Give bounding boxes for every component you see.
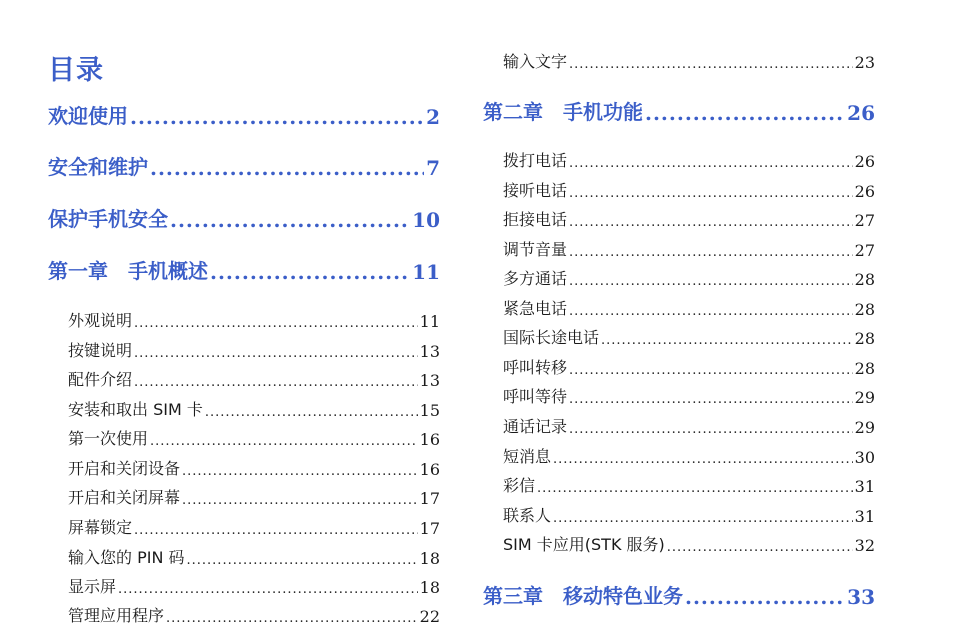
- entry-page: 28: [854, 329, 875, 348]
- entry-page: 17: [419, 489, 440, 508]
- toc-section-entry[interactable]: [503, 49, 875, 72]
- entry-label: 彩信: [503, 476, 536, 495]
- entry-page: 23: [854, 53, 875, 72]
- entry-label: 屏幕锁定: [68, 518, 133, 537]
- entry-label: 按键说明: [68, 341, 133, 360]
- dot-leader: [150, 434, 418, 449]
- entry-label: 第二章 手机功能: [483, 100, 643, 124]
- toc-title: 目录: [48, 55, 104, 86]
- entry-page: 18: [419, 549, 440, 568]
- entry-page: 10: [412, 208, 440, 232]
- toc-section-entry[interactable]: [68, 545, 440, 568]
- toc-section-entry[interactable]: [68, 574, 440, 597]
- entry-page: 18: [419, 578, 440, 597]
- entry-page: 26: [854, 182, 875, 201]
- entry-page: 28: [854, 300, 875, 319]
- dot-leader: [134, 316, 418, 331]
- entry-label: 接听电话: [503, 181, 568, 200]
- toc-section-entry[interactable]: [503, 503, 875, 526]
- dot-leader: [134, 523, 418, 538]
- entry-page: 28: [854, 270, 875, 289]
- entry-page: 16: [419, 460, 440, 479]
- entry-page: 22: [419, 607, 440, 626]
- dot-leader: [667, 540, 853, 555]
- dot-leader: [170, 208, 410, 232]
- entry-label: 拨打电话: [503, 151, 568, 170]
- dot-leader: [685, 585, 845, 609]
- dot-leader: [134, 375, 418, 390]
- dot-leader: [569, 392, 853, 407]
- entry-label: 管理应用程序: [68, 606, 165, 625]
- dot-leader: [553, 452, 853, 467]
- entry-label: 保护手机安全: [48, 207, 168, 231]
- toc-section-entry[interactable]: [503, 532, 875, 555]
- toc-section-entry[interactable]: [503, 473, 875, 496]
- dot-leader: [569, 215, 853, 230]
- toc-section-entry[interactable]: [68, 426, 440, 449]
- entry-label: 呼叫等待: [503, 387, 568, 406]
- entry-page: 13: [419, 371, 440, 390]
- toc-chapter-entry[interactable]: [48, 203, 440, 232]
- entry-label: 外观说明: [68, 311, 133, 330]
- entry-page: 28: [854, 359, 875, 378]
- entry-label: 国际长途电话: [503, 328, 600, 347]
- entry-page: 26: [854, 152, 875, 171]
- entry-page: 26: [847, 101, 875, 125]
- dot-leader: [569, 156, 853, 171]
- toc-chapter-entry[interactable]: [48, 255, 440, 284]
- dot-leader: [569, 304, 853, 319]
- entry-page: 17: [419, 519, 440, 538]
- toc-section-entry[interactable]: [503, 444, 875, 467]
- entry-page: 11: [412, 260, 440, 284]
- entry-label: 联系人: [503, 506, 552, 525]
- entry-label: 开启和关闭设备: [68, 459, 181, 478]
- entry-page: 27: [854, 241, 875, 260]
- entry-page: 2: [426, 105, 440, 129]
- toc-section-entry[interactable]: [503, 355, 875, 378]
- dot-leader: [187, 553, 418, 568]
- toc-chapter-entry[interactable]: [483, 580, 875, 609]
- dot-leader: [601, 333, 853, 348]
- entry-page: 27: [854, 211, 875, 230]
- entry-label: 输入文字: [503, 52, 568, 71]
- dot-leader: [569, 363, 853, 378]
- entry-page: 32: [854, 536, 875, 555]
- toc-section-entry[interactable]: [503, 178, 875, 201]
- toc-section-entry[interactable]: [68, 456, 440, 479]
- entry-label: 安全和维护: [48, 155, 148, 179]
- dot-leader: [569, 245, 853, 260]
- toc-section-entry[interactable]: [68, 308, 440, 331]
- toc-section-entry[interactable]: [68, 338, 440, 361]
- dot-leader: [645, 101, 845, 125]
- entry-page: 31: [854, 477, 875, 496]
- toc-chapter-entry[interactable]: [48, 151, 440, 180]
- entry-page: 29: [854, 388, 875, 407]
- dot-leader: [553, 511, 853, 526]
- entry-label: 第一章 手机概述: [48, 259, 208, 283]
- entry-page: 13: [419, 342, 440, 361]
- toc-section-entry[interactable]: [503, 237, 875, 260]
- toc-section-entry[interactable]: [503, 266, 875, 289]
- toc-section-entry[interactable]: [503, 148, 875, 171]
- entry-label: 显示屏: [68, 577, 117, 596]
- dot-leader: [182, 493, 418, 508]
- dot-leader: [569, 274, 853, 289]
- entry-label: 第三章 移动特色业务: [483, 584, 683, 608]
- toc-section-entry[interactable]: [68, 397, 440, 420]
- toc-chapter-entry[interactable]: [48, 100, 440, 129]
- entry-page: 31: [854, 507, 875, 526]
- entry-label: 呼叫转移: [503, 358, 568, 377]
- entry-page: 16: [419, 430, 440, 449]
- dot-leader: [134, 346, 418, 361]
- entry-page: 15: [419, 401, 440, 420]
- toc-section-entry[interactable]: [503, 296, 875, 319]
- dot-leader: [569, 57, 853, 72]
- toc-section-entry[interactable]: [503, 384, 875, 407]
- toc-section-entry[interactable]: [503, 207, 875, 230]
- entry-label: 通话记录: [503, 417, 568, 436]
- entry-label: 紧急电话: [503, 299, 568, 318]
- entry-label: 多方通话: [503, 269, 568, 288]
- entry-label: 输入您的 PIN 码: [68, 548, 185, 567]
- dot-leader: [205, 405, 418, 420]
- entry-label: 第一次使用: [68, 429, 149, 448]
- entry-page: 30: [854, 448, 875, 467]
- dot-leader: [130, 105, 424, 129]
- entry-label: 安装和取出 SIM 卡: [68, 400, 203, 419]
- entry-page: 11: [419, 312, 440, 331]
- toc-section-entry[interactable]: [503, 414, 875, 437]
- dot-leader: [537, 481, 853, 496]
- toc-section-entry[interactable]: [503, 325, 875, 348]
- dot-leader: [210, 260, 410, 284]
- toc-section-entry[interactable]: [68, 515, 440, 538]
- entry-page: 29: [854, 418, 875, 437]
- toc-section-entry[interactable]: [68, 367, 440, 390]
- dot-leader: [166, 611, 418, 626]
- dot-leader: [118, 582, 418, 597]
- entry-page: 7: [426, 156, 440, 180]
- entry-label: 拒接电话: [503, 210, 568, 229]
- dot-leader: [150, 156, 424, 180]
- entry-label: 开启和关闭屏幕: [68, 488, 181, 507]
- entry-page: 33: [847, 585, 875, 609]
- entry-label: 欢迎使用: [48, 104, 128, 128]
- dot-leader: [182, 464, 418, 479]
- toc-chapter-entry[interactable]: [483, 96, 875, 125]
- toc-section-entry[interactable]: [68, 485, 440, 508]
- entry-label: 短消息: [503, 447, 552, 466]
- entry-label: 配件介绍: [68, 370, 133, 389]
- dot-leader: [569, 422, 853, 437]
- dot-leader: [569, 186, 853, 201]
- entry-label: SIM 卡应用(STK 服务): [503, 535, 665, 554]
- toc-section-entry[interactable]: [68, 603, 440, 626]
- entry-label: 调节音量: [503, 240, 568, 259]
